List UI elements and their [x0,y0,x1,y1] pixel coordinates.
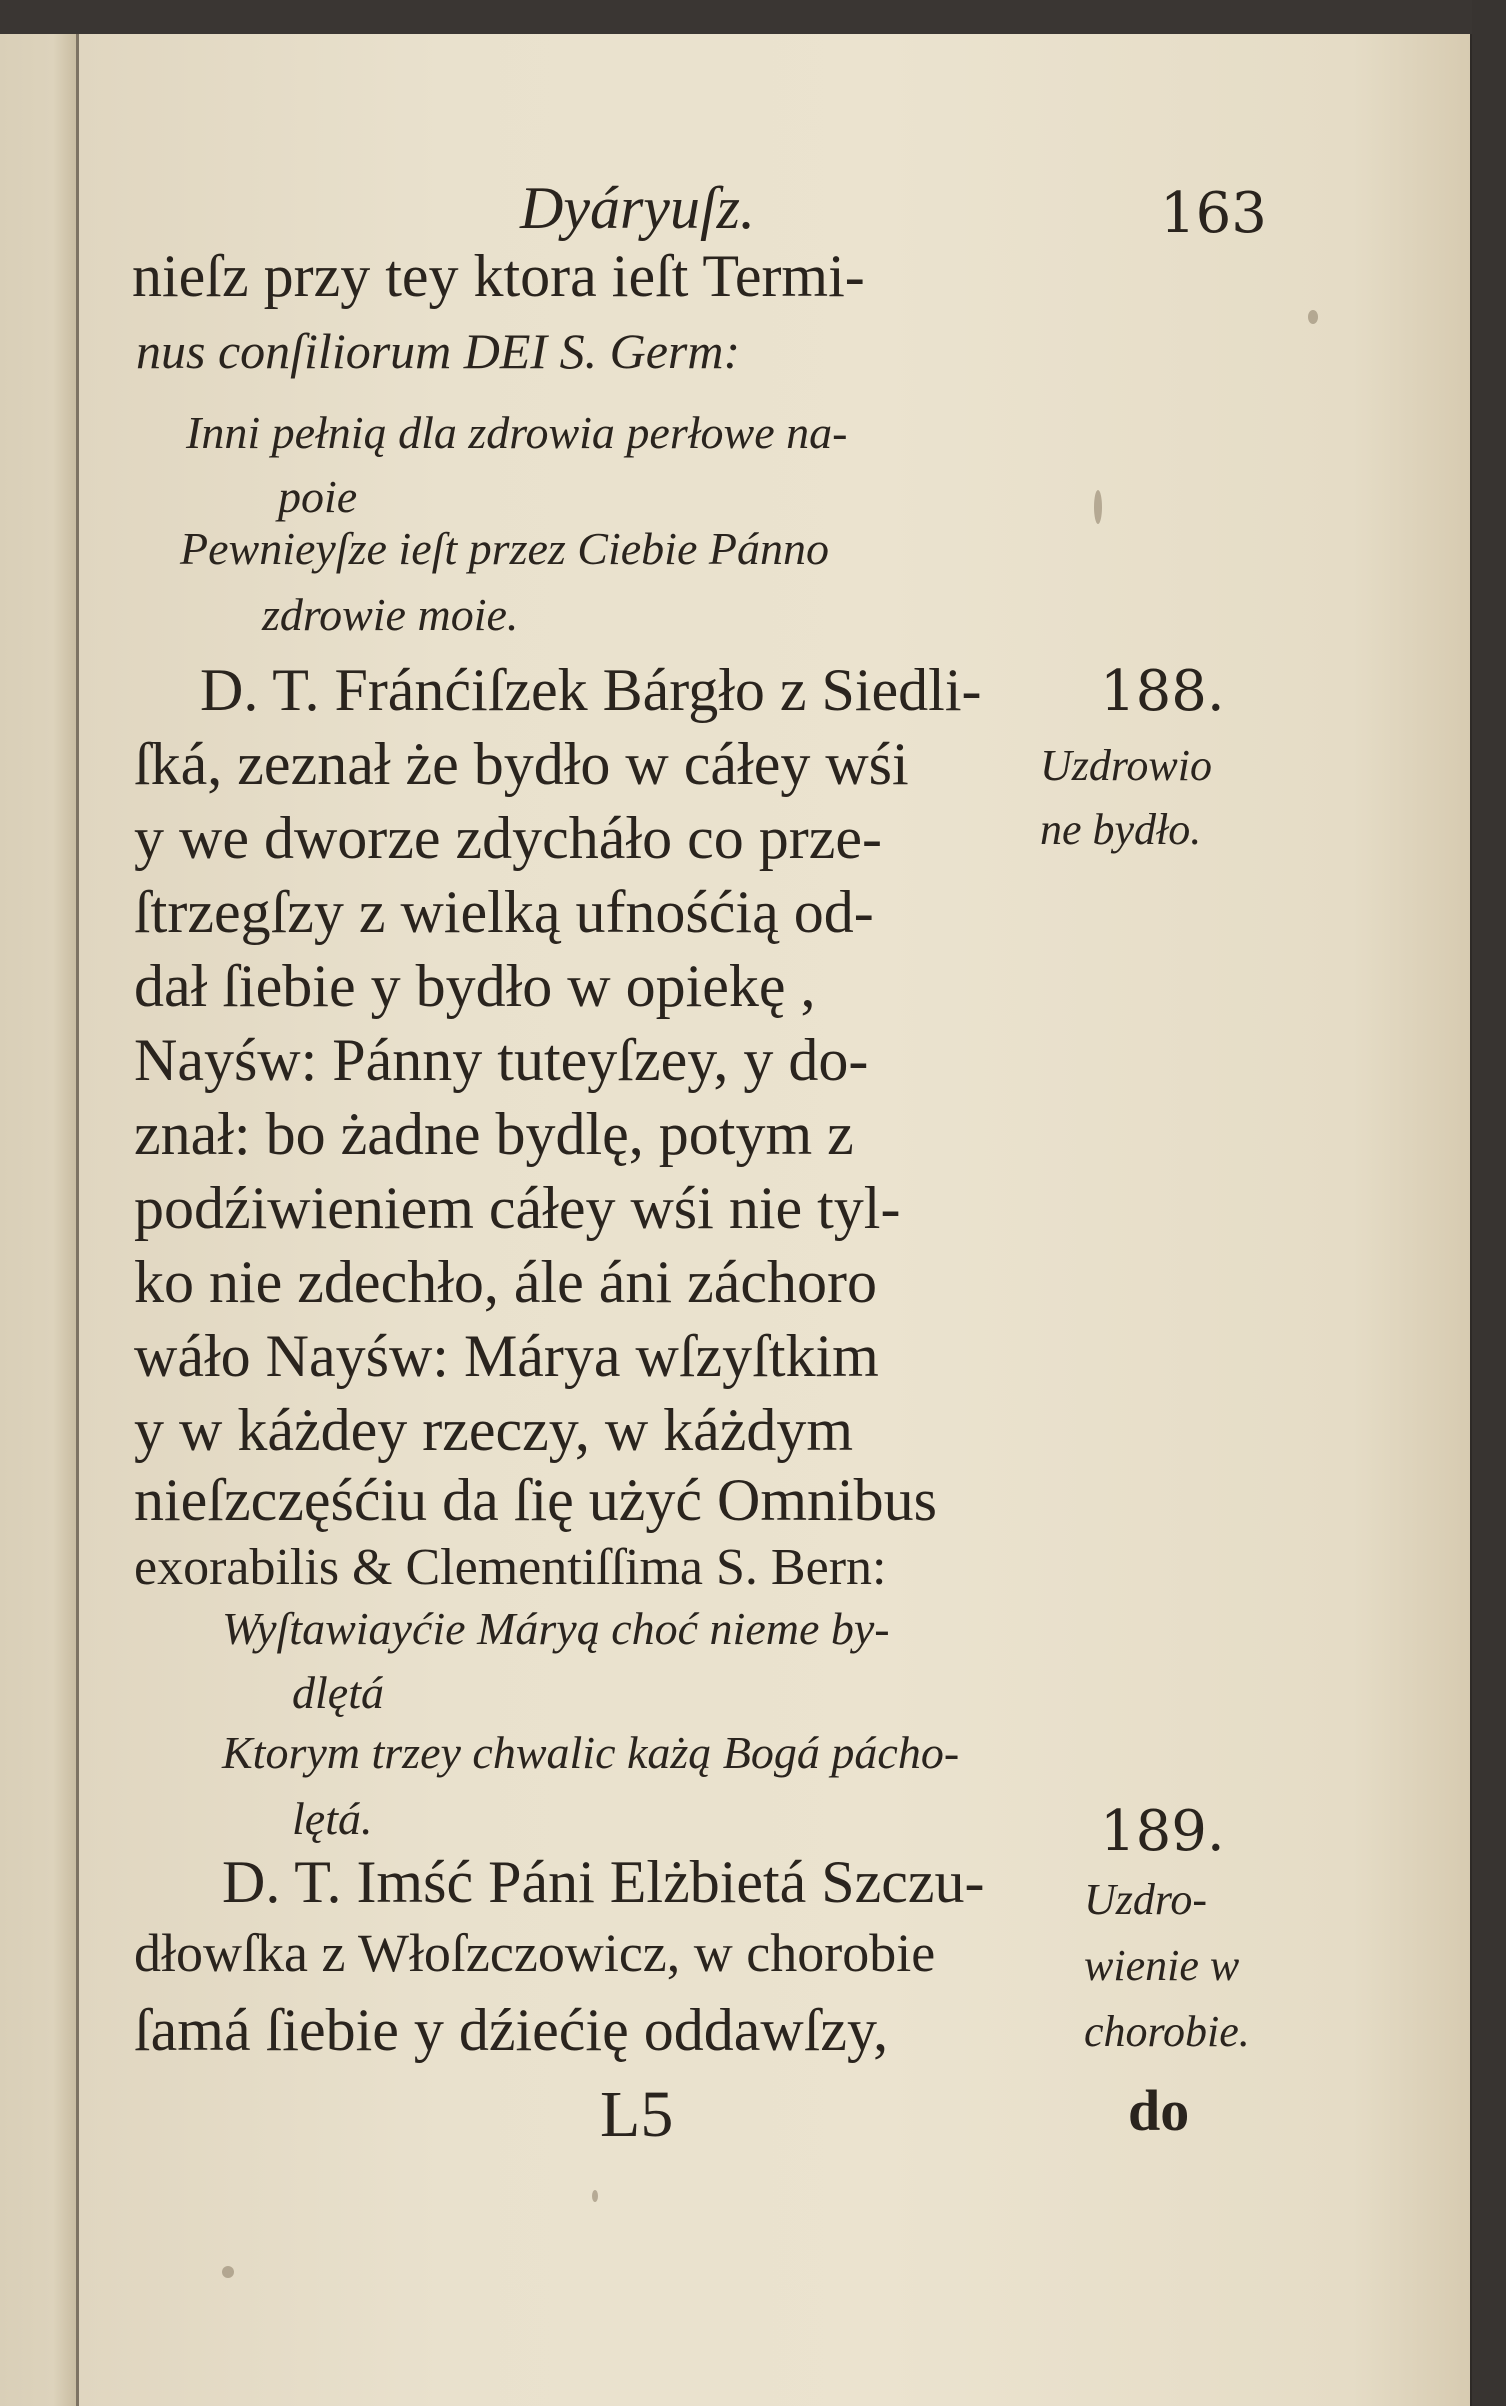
entry-188-start: D. T. Fránćiſzek Bárgło z Siedli- [200,657,982,723]
margin-note: Uzdro- [1084,1875,1208,1924]
verse-line: poie [278,471,358,522]
paper-stain [592,2190,598,2202]
text-line: y we dworze zdycháło co prze- [134,805,882,871]
margin-note: wienie w [1084,1941,1240,1990]
text-line: znał: bo żadne bydlę, potym z [134,1101,854,1167]
scan-border-right [1472,0,1506,2406]
left-page-edge [0,34,79,2406]
text-line: exorabilis & Clementiſſima S. Bern: [134,1539,887,1596]
text-line: Nayśw: Pánny tuteyſzey, y do- [134,1027,869,1093]
text-line: y w káżdey rzeczy, w káżdym [134,1397,854,1463]
paper-stain [222,2266,234,2278]
entry-189-start: D. T. Imść Páni Elżbietá Szczu- [222,1849,985,1915]
verse-line: Ktorym trzey chwalic każą Bogá pácho- [222,1727,960,1778]
text-line: dłowſka z Włoſzczowicz, w chorobie [134,1923,936,1983]
text-line: podźiwieniem cáłey wśi nie tyl- [134,1175,901,1241]
signature-mark: L5 [600,2078,674,2151]
margin-note: Uzdrowio [1040,741,1212,790]
text-line: ko nie zdechło, ále áni záchoro [134,1249,877,1315]
text-line: nieſzczęśćiu da ſię użyć Omnibus [134,1467,938,1533]
text-line: nieſz przy tey ktora ieſt Termi- [132,243,865,309]
running-head: Dyáryuſz. [520,175,755,241]
verse-line: Pewnieyſze ieſt przez Ciebie Pánno [180,523,829,574]
verse-line: zdrowie moie. [262,589,519,640]
margin-entry-number: 189. [1100,1799,1225,1864]
margin-entry-number: 188. [1100,659,1225,724]
catchword: do [1128,2078,1190,2143]
text-line: nus conſiliorum DEI S. Germ: [136,323,741,379]
page-number: 163 [1160,181,1267,246]
paper-stain [1308,310,1318,324]
text-line: dał ſiebie y bydło w opiekę , [134,953,816,1019]
verse-line: Wyſtawiayćie Máryą choć nieme by- [222,1603,890,1654]
paper-stain [1094,490,1102,524]
verse-line: lętá. [292,1793,373,1844]
margin-note: chorobie. [1084,2007,1250,2056]
margin-note: ne bydło. [1040,805,1202,854]
verse-line: dlętá [292,1667,384,1718]
text-line: wáło Nayśw: Márya wſzyſtkim [134,1323,879,1389]
text-line: ſtrzegſzy z wielką ufnośćią od- [134,879,874,945]
text-line: ſamá ſiebie y dźiećię oddawſzy, [134,1997,889,2063]
text-line: ſká, zeznał że bydło w cáłey wśi [134,731,909,797]
scan-border-top [0,0,1506,34]
verse-line: Inni pełnią dla zdrowia perłowe na- [186,407,848,458]
